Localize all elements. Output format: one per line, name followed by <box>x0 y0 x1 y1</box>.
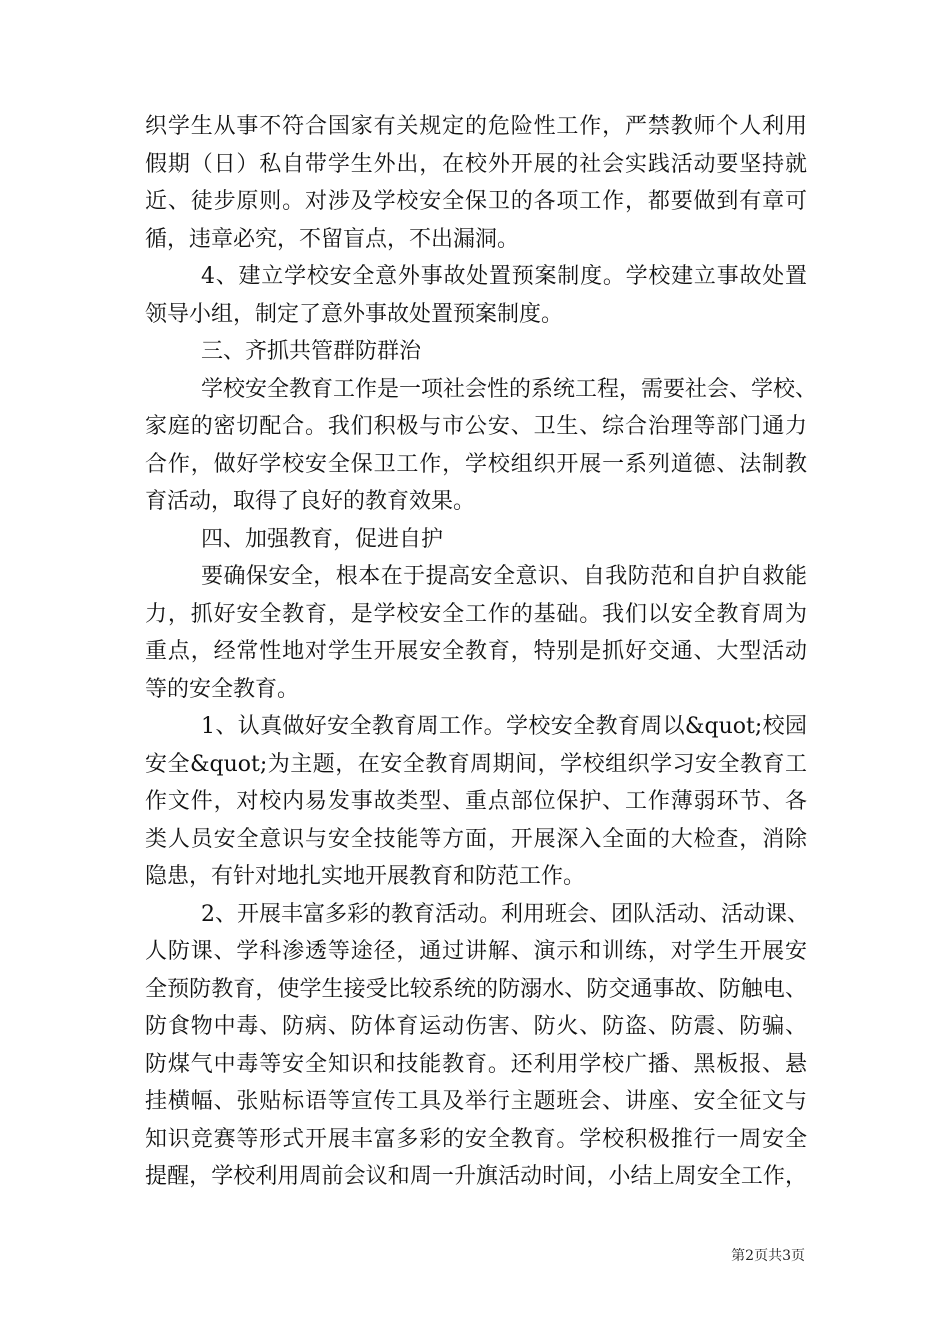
text-line: 隐患，有针对地扎实地开展教育和防范工作。 <box>145 864 586 889</box>
text-line: 要确保安全，根本在于提高安全意识、自我防范和自护自救能 <box>201 564 807 589</box>
text-line: 知识竞赛等形式开展丰富多彩的安全教育。学校积极推行一周安全 <box>145 1126 807 1152</box>
text-line: 学校安全教育工作是一项社会性的系统工程，需要社会、学校、 <box>201 376 818 402</box>
text-line: 循，违章必究，不留盲点，不出漏洞。 <box>145 226 520 252</box>
text-line: 重点，经常性地对学生开展安全教育，特别是抓好交通、大型活动 <box>145 639 807 664</box>
text-line: 三、齐抓共管群防群治 <box>201 339 422 364</box>
text-line: 织学生从事不符合国家有关规定的危险性工作，严禁教师个人利用 <box>145 114 807 139</box>
text-line: 2、开展丰富多彩的教育活动。利用班会、团队活动、活动课、 <box>201 901 809 927</box>
text-line: 假期（日）私自带学生外出，在校外开展的社会实践活动要坚持就 <box>145 151 807 177</box>
text-line: 领导小组，制定了意外事故处置预案制度。 <box>145 301 564 327</box>
text-line: 力，抓好安全教育，是学校安全工作的基础。我们以安全教育周为 <box>145 601 807 627</box>
text-line: 育活动，取得了良好的教育效果。 <box>145 489 476 514</box>
text-line: 4、建立学校安全意外事故处置预案制度。学校建立事故处置 <box>201 264 807 289</box>
text-line: 防食物中毒、防病、防体育运动伤害、防火、防盗、防震、防骗、 <box>145 1014 807 1039</box>
text-line: 类人员安全意识与安全技能等方面，开展深入全面的大检查，消除 <box>145 826 807 852</box>
text-line: 挂横幅、张贴标语等宣传工具及举行主题班会、讲座、安全征文与 <box>145 1089 807 1114</box>
text-line: 提醒，学校利用周前会议和周一升旗活动时间，小结上周安全工作， <box>145 1164 807 1189</box>
text-line: 安全&quot;为主题，在安全教育周期间，学校组织学习安全教育工 <box>145 751 807 777</box>
text-line: 作文件，对校内易发事故类型、重点部位保护、工作薄弱环节、各 <box>145 789 807 814</box>
page-number: 第2页共3页 <box>731 1248 805 1264</box>
text-line: 全预防教育，使学生接受比较系统的防溺水、防交通事故、防触电、 <box>145 976 807 1002</box>
text-line: 近、徒步原则。对涉及学校安全保卫的各项工作，都要做到有章可 <box>145 189 807 214</box>
document-body <box>145 108 818 1196</box>
text-line: 人防课、学科渗透等途径，通过讲解、演示和训练，对学生开展安 <box>145 939 807 964</box>
text-line: 家庭的密切配合。我们积极与市公安、卫生、综合治理等部门通力 <box>145 414 807 439</box>
text-line: 等的安全教育。 <box>145 676 300 702</box>
text-line: 1、认真做好安全教育周工作。学校安全教育周以&quot;校园 <box>201 714 807 739</box>
text-line: 合作，做好学校安全保卫工作，学校组织开展一系列道德、法制教 <box>145 451 807 477</box>
text-line: 四、加强教育，促进自护 <box>201 526 444 552</box>
text-line: 防煤气中毒等安全知识和技能教育。还利用学校广播、黑板报、悬 <box>145 1051 807 1077</box>
